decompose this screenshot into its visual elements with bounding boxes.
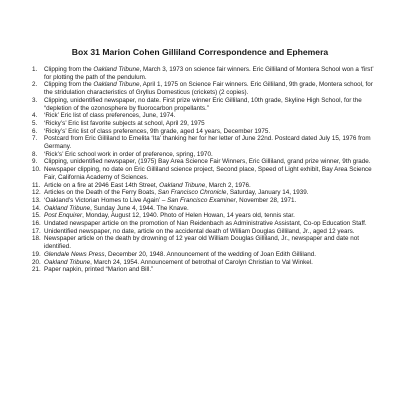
list-item bbox=[32, 251, 374, 259]
list-item bbox=[32, 212, 374, 220]
list-item-number: 21. bbox=[32, 266, 41, 274]
list-item-number: 16. bbox=[32, 220, 41, 228]
publication-title: San Francisco Examiner bbox=[167, 196, 236, 204]
publication-title: Post Enquirer bbox=[44, 212, 83, 220]
item-text-fragment: Clipping from the bbox=[44, 81, 94, 89]
list-item-text bbox=[44, 66, 374, 81]
item-text-fragment: , April 1, 1975 on Science Fair winners. Eric Gilliland, 9th grade, Montera school, for the stridulation characteristics of Gryllus Domesticus (crickets) (2 copies). bbox=[44, 81, 373, 97]
item-text-fragment: ‘Rick’ Eric list of class preferences, June, 1974. bbox=[44, 112, 176, 120]
item-text-fragment: Unidentified newspaper, no date, article on the accidental death of William Douglas Gilliland, Jr., aged 12 years. bbox=[44, 227, 355, 235]
list-item bbox=[32, 182, 374, 190]
list-item-number: 8. bbox=[32, 150, 38, 158]
list-item bbox=[32, 266, 374, 274]
item-text-fragment: Newspaper clipping, no date on Eric Gilliland science project, Second place, Speed of Light exhibit, Bay Area Science Fair, California Academy of Sciences. bbox=[44, 166, 372, 181]
list-item-number: 14. bbox=[32, 204, 41, 212]
list-item-text bbox=[44, 135, 374, 150]
list-item-number: 1. bbox=[32, 66, 38, 73]
list-item-number: 5. bbox=[32, 119, 38, 127]
item-text-fragment: , March 3, 1973 on science fair winners. Eric Gilliland of Montera School won a ‘first’ for plotting the path of the pendulum. bbox=[44, 66, 374, 81]
document-item-list bbox=[32, 66, 374, 274]
item-text-fragment: Clipping from the bbox=[44, 66, 94, 73]
list-item-number: 19. bbox=[32, 250, 41, 258]
list-item-text bbox=[44, 205, 374, 213]
item-text-fragment: ‘Ricky’s’ Eric list of class preferences, 9th grade, aged 14 years, December 1975. bbox=[44, 127, 271, 135]
list-item-number: 7. bbox=[32, 135, 38, 143]
item-text-fragment: , Sunday June 4, 1944. The Knave. bbox=[90, 204, 189, 212]
item-text-fragment: Paper napkin, printed “Marion and Bill.” bbox=[44, 266, 154, 274]
list-item-number: 4. bbox=[32, 112, 38, 120]
list-item-number: 9. bbox=[32, 158, 38, 166]
list-item bbox=[32, 81, 374, 96]
item-text-fragment: ‘Rick’s’ Eric school work in order of preference, spring, 1970. bbox=[44, 150, 213, 158]
list-item-text bbox=[44, 151, 374, 159]
list-item bbox=[32, 228, 374, 236]
list-item-number: 17. bbox=[32, 227, 41, 235]
item-text-fragment: , March 24, 1954. Announcement of betrothal of Carolyn Christian to Val Winkel. bbox=[90, 258, 313, 266]
list-item-number: 12. bbox=[32, 189, 41, 197]
list-item-text bbox=[44, 197, 374, 205]
list-item-text bbox=[44, 158, 374, 166]
publication-title: Oakland Tribune bbox=[44, 204, 91, 212]
list-item-number: 10. bbox=[32, 166, 41, 174]
item-text-fragment: , November 28, 1971. bbox=[235, 196, 297, 204]
list-item-number: 13. bbox=[32, 196, 41, 204]
list-item bbox=[32, 97, 374, 112]
publication-title: Glendale News Press bbox=[44, 250, 105, 258]
publication-title: Oakland Tribune bbox=[93, 81, 140, 89]
item-text-fragment: Undated newspaper article on the promotion of Nan Reidenbach as Administrative Assistant, Co-op Education Staff. bbox=[44, 220, 367, 228]
list-item bbox=[32, 158, 374, 166]
list-item-text bbox=[44, 120, 374, 128]
list-item-text bbox=[44, 259, 374, 267]
list-item bbox=[32, 66, 374, 81]
item-text-fragment: Clipping, unidentified newspaper, no date. First prize winner Eric Gilliland, 10th grade, Skyline High School, for the “depletion of the ozonosphere by fluorocarbon propellants.” bbox=[44, 96, 362, 112]
list-item-text bbox=[44, 189, 374, 197]
list-item-text bbox=[44, 81, 374, 96]
list-item bbox=[32, 259, 374, 267]
item-text-fragment: , December 20, 1948. Announcement of the wedding of Joan Edith Gilliland. bbox=[104, 250, 316, 258]
list-item-number: 18. bbox=[32, 235, 41, 243]
item-text-fragment: ‘Ricky’s’ Eric list favorite subjects at school, April 29, 1975 bbox=[44, 119, 205, 127]
list-item-text bbox=[44, 212, 374, 220]
list-item bbox=[32, 128, 374, 136]
list-item-text bbox=[44, 97, 374, 112]
list-item-text bbox=[44, 251, 374, 259]
list-item-number: 2. bbox=[32, 81, 38, 89]
list-item bbox=[32, 166, 374, 181]
list-item bbox=[32, 197, 374, 205]
item-text-fragment: , March 2, 1976. bbox=[205, 181, 251, 189]
list-item-text bbox=[44, 228, 374, 236]
publication-title: Oakland Tribune bbox=[159, 181, 206, 189]
list-item-text bbox=[44, 266, 374, 274]
list-item-text bbox=[44, 235, 374, 250]
list-item-text bbox=[44, 182, 374, 190]
list-item-text bbox=[44, 166, 374, 181]
list-item-text bbox=[44, 220, 374, 228]
item-text-fragment: Articles on the Death of the Ferry Boats, bbox=[44, 189, 158, 197]
list-item-text bbox=[44, 128, 374, 136]
item-text-fragment: Article on a fire at 2946 East 14th Street, bbox=[44, 181, 160, 189]
item-text-fragment: Newspaper article on the death by drowning of 12 year old William Douglas Gilliland, Jr., newspaper and date not identified. bbox=[44, 235, 360, 251]
list-item bbox=[32, 135, 374, 150]
item-text-fragment: Clipping, unidentified newspaper, (1975) Bay Area Science Fair Winners, Eric Gilliland, grand prize winner, 9th grade. bbox=[44, 158, 371, 166]
item-text-fragment: Postcard from Eric Gilliland to Emelita ‘Ita’ thanking her for her letter of June 22nd. Postcard dated July 15, 1976 from Germany. bbox=[44, 135, 371, 151]
list-item-text bbox=[44, 112, 374, 120]
list-item bbox=[32, 112, 374, 120]
list-item-number: 11. bbox=[32, 181, 41, 189]
publication-title: Oakland Tribune bbox=[44, 258, 91, 266]
list-item-number: 15. bbox=[32, 212, 41, 220]
list-item bbox=[32, 220, 374, 228]
item-text-fragment: ‘Oakland’s Victorian Homes to Live Again’ – bbox=[44, 196, 168, 204]
list-item bbox=[32, 189, 374, 197]
publication-title: San Francisco Chronicle bbox=[157, 189, 227, 197]
list-item-number: 6. bbox=[32, 127, 38, 135]
list-item bbox=[32, 151, 374, 159]
list-item-number: 3. bbox=[32, 96, 38, 104]
item-text-fragment: , Saturday, January 14, 1939. bbox=[226, 189, 309, 197]
list-item-number: 20. bbox=[32, 258, 41, 266]
list-item bbox=[32, 205, 374, 213]
publication-title: Oakland Tribune bbox=[93, 66, 140, 73]
document-title: Box 31 Marion Cohen Gilliland Correspondence and Ephemera bbox=[71, 47, 329, 57]
list-item bbox=[32, 235, 374, 250]
list-item bbox=[32, 120, 374, 128]
item-text-fragment: , Monday, August 12, 1940. Photo of Helen Howan, 14 years old, tennis star. bbox=[82, 212, 295, 220]
